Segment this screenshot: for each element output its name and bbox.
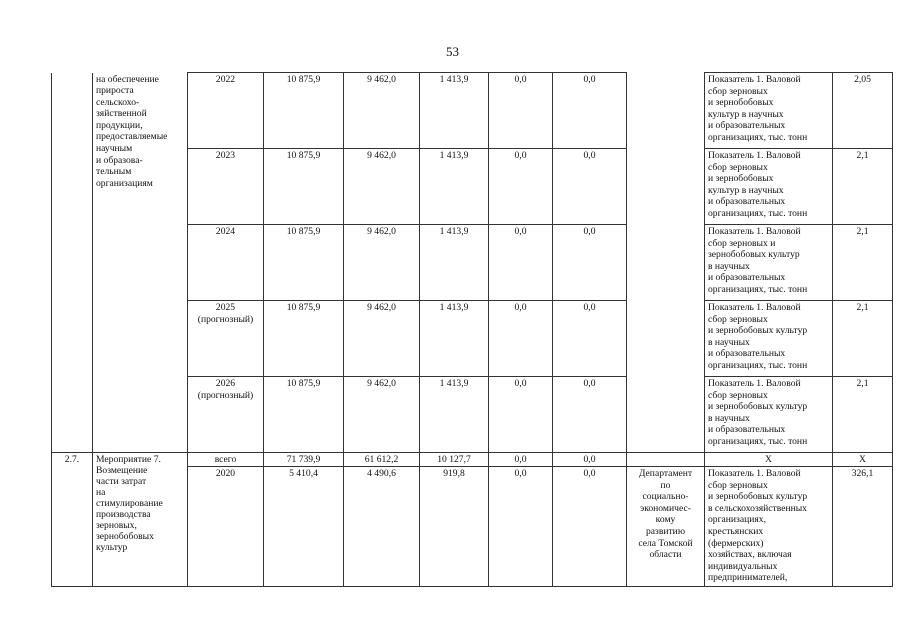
year-cell: всего — [188, 453, 264, 467]
other-cell: 0,0 — [553, 467, 627, 587]
indicator-cell: Показатель 1. Валовой сбор зерновых и зернобобовых культур в научных и образовательных организациях, тыс. тонн — [705, 301, 833, 377]
year-cell: 2020 — [188, 467, 264, 587]
regional-cell: 1 413,9 — [420, 73, 489, 149]
indicator-value: 2,1 — [833, 377, 893, 453]
total-cell: 5 410,4 — [264, 467, 344, 587]
regional-cell: 10 127,7 — [420, 453, 489, 467]
row-number-cell — [52, 73, 93, 453]
indicator-cell: Показатель 1. Валовой сбор зерновых и зернобобовых культур в научных и образовательных организациях, тыс. тонн — [705, 73, 833, 149]
measure-description: Мероприятие 7. Возмещение части затрат на стимулирование производства зерновых, зернобобовых культур — [93, 453, 188, 587]
other-cell: 0,0 — [553, 453, 627, 467]
indicator-cell: Показатель 1. Валовой сбор зерновых и зернобобовых культур в научных и образовательных организациях, тыс. тонн — [705, 225, 833, 301]
regional-cell: 1 413,9 — [420, 377, 489, 453]
executor-cell: Департамент по социально- экономичес- кому развитию села Томской области — [627, 467, 705, 587]
year-cell: 2024 — [188, 225, 264, 301]
other-cell: 0,0 — [553, 377, 627, 453]
total-cell: 10 875,9 — [264, 225, 344, 301]
year-cell: 2025 (прогнозный) — [188, 301, 264, 377]
indicator-value: 2,1 — [833, 301, 893, 377]
total-cell: 10 875,9 — [264, 377, 344, 453]
year-cell: 2026 (прогнозный) — [188, 377, 264, 453]
table-row — [52, 73, 893, 149]
indicator-cell: X — [705, 453, 833, 467]
federal-cell: 9 462,0 — [344, 149, 420, 225]
local-cell: 0,0 — [489, 467, 553, 587]
indicator-value: X — [833, 453, 893, 467]
other-cell: 0,0 — [553, 149, 627, 225]
federal-cell: 9 462,0 — [344, 301, 420, 377]
regional-cell: 919,8 — [420, 467, 489, 587]
measure-description: на обеспечение прироста сельскохо- зяйственной продукции, предоставляемые научным и образова- тельным организациям — [93, 73, 188, 453]
row-number-cell: 2.7. — [52, 453, 93, 587]
total-cell: 10 875,9 — [264, 73, 344, 149]
indicator-value: 2,1 — [833, 149, 893, 225]
federal-cell: 9 462,0 — [344, 73, 420, 149]
local-cell: 0,0 — [489, 225, 553, 301]
federal-cell: 4 490,6 — [344, 467, 420, 587]
executor-cell — [627, 73, 705, 453]
indicator-cell: Показатель 1. Валовой сбор зерновых и зернобобовых культур в сельскохозяйственных организациях, крестьянских (фермерских) хозяйствах, включая индивидуальных предпринимателей, — [705, 467, 833, 587]
indicator-value: 326,1 — [833, 467, 893, 587]
local-cell: 0,0 — [489, 453, 553, 467]
other-cell: 0,0 — [553, 301, 627, 377]
regional-cell: 1 413,9 — [420, 149, 489, 225]
total-cell: 10 875,9 — [264, 301, 344, 377]
indicator-cell: Показатель 1. Валовой сбор зерновых и зернобобовых культур в научных и образовательных организациях, тыс. тонн — [705, 377, 833, 453]
federal-cell: 61 612,2 — [344, 453, 420, 467]
other-cell: 0,0 — [553, 73, 627, 149]
total-cell: 71 739,9 — [264, 453, 344, 467]
executor-cell — [627, 453, 705, 467]
indicator-value: 2,1 — [833, 225, 893, 301]
regional-cell: 1 413,9 — [420, 225, 489, 301]
federal-cell: 9 462,0 — [344, 377, 420, 453]
page-number: 53 — [446, 44, 459, 59]
local-cell: 0,0 — [489, 377, 553, 453]
table-row — [52, 453, 893, 467]
indicator-value: 2,05 — [833, 73, 893, 149]
indicator-cell: Показатель 1. Валовой сбор зерновых и зернобобовых культур в научных и образовательных организациях, тыс. тонн — [705, 149, 833, 225]
year-cell: 2023 — [188, 149, 264, 225]
local-cell: 0,0 — [489, 149, 553, 225]
local-cell: 0,0 — [489, 73, 553, 149]
total-cell: 10 875,9 — [264, 149, 344, 225]
other-cell: 0,0 — [553, 225, 627, 301]
year-cell: 2022 — [188, 73, 264, 149]
program-table — [51, 72, 893, 587]
regional-cell: 1 413,9 — [420, 301, 489, 377]
federal-cell: 9 462,0 — [344, 225, 420, 301]
local-cell: 0,0 — [489, 301, 553, 377]
